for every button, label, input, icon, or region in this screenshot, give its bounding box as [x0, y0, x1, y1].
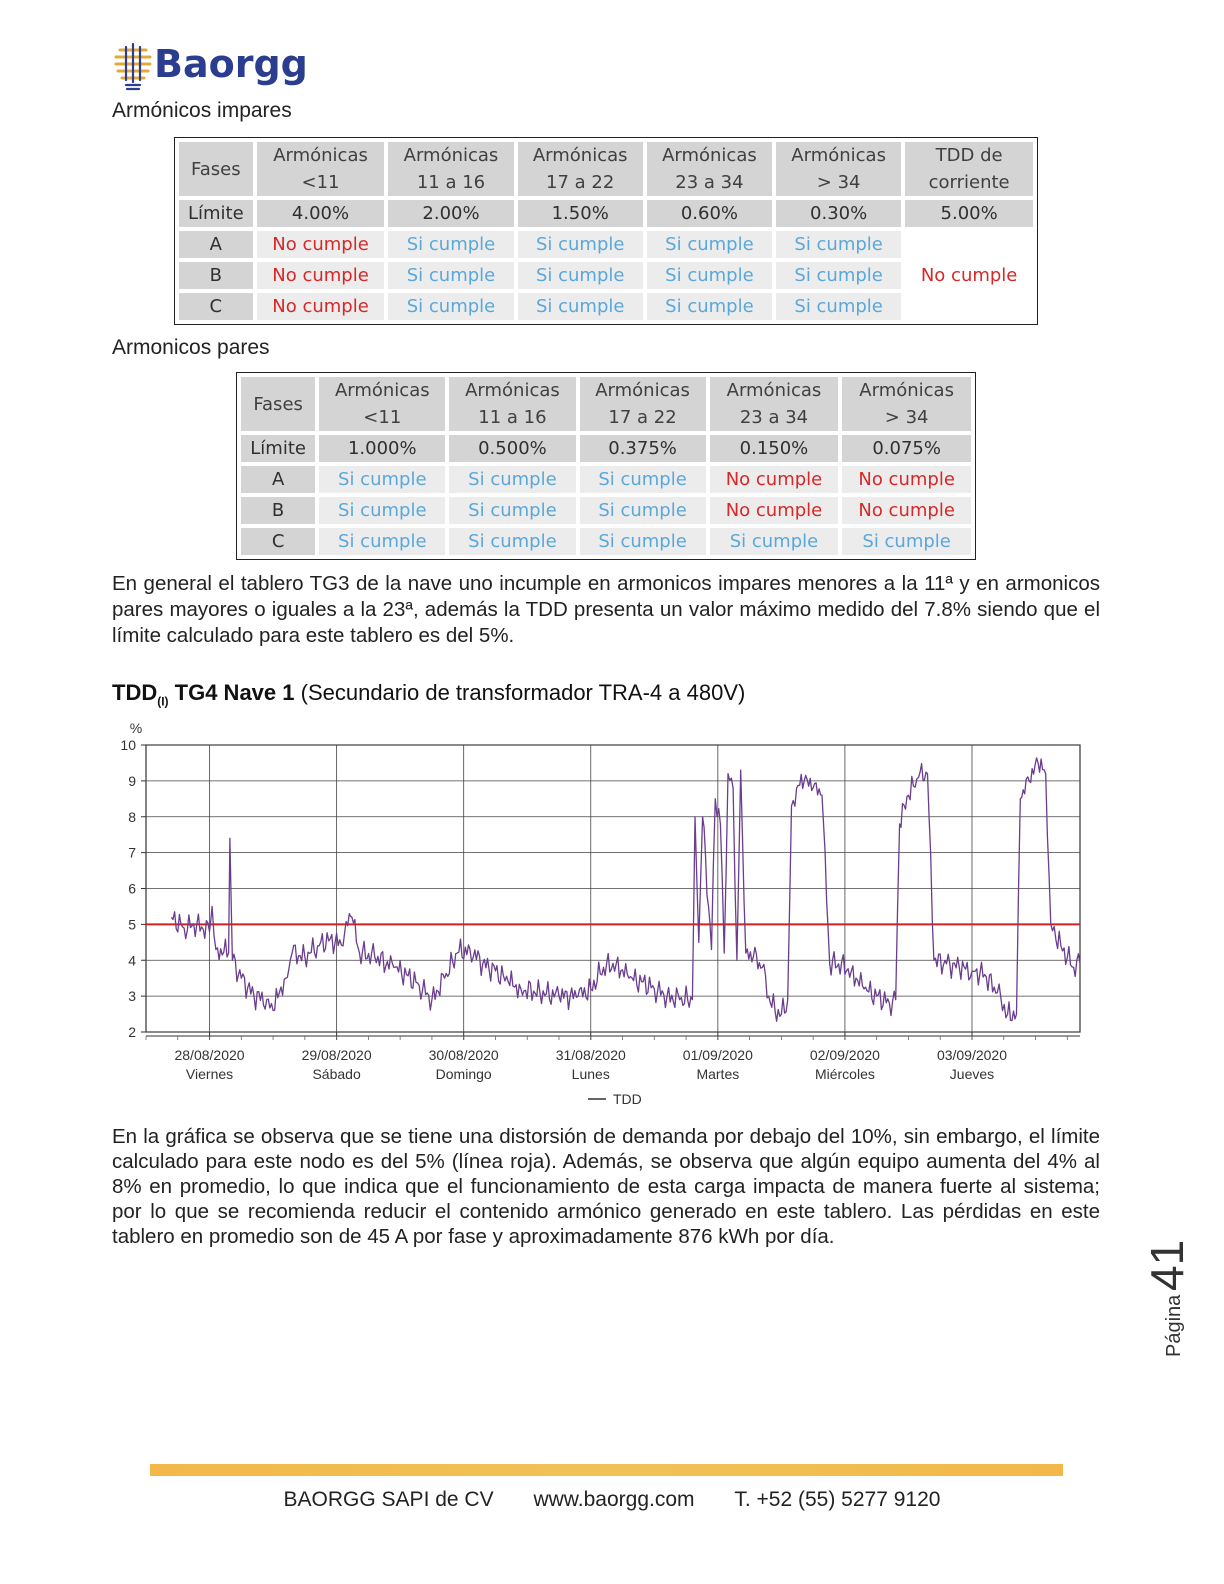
compliance-cell: Si cumple: [388, 231, 513, 258]
footer-website[interactable]: www.baorgg.com: [533, 1488, 695, 1511]
table-row: [241, 497, 971, 524]
limit-cell: 0.075%: [842, 435, 971, 462]
limit-cell: 0.150%: [710, 435, 839, 462]
compliance-cell: Si cumple: [842, 528, 971, 555]
header-line-1: Armónicas: [532, 145, 628, 166]
y-tick-label: 7: [128, 844, 136, 861]
compliance-cell: Si cumple: [449, 528, 575, 555]
x-tick-label-date: 02/09/2020: [809, 1047, 880, 1063]
table-header-cell: [905, 142, 1033, 196]
header-line-2: > 34: [816, 172, 861, 193]
x-tick-label-date: 30/08/2020: [428, 1047, 499, 1063]
phase-cell: C: [179, 293, 253, 320]
header-line-1: Fases: [191, 158, 241, 180]
table-header-row: [241, 377, 971, 431]
table-header-cell: [257, 142, 385, 196]
compliance-cell: Si cumple: [449, 497, 575, 524]
limit-cell: 2.00%: [388, 200, 513, 227]
y-tick-label: 6: [128, 880, 136, 897]
header-line-2: <11: [363, 407, 402, 428]
header-line-2: 11 a 16: [478, 407, 547, 428]
compliance-cell: Si cumple: [319, 466, 445, 493]
compliance-cell: Si cumple: [647, 262, 772, 289]
y-axis-label: %: [129, 720, 143, 736]
y-tick-label: 9: [128, 772, 136, 789]
legend-label: TDD: [613, 1091, 642, 1107]
phase-cell: A: [179, 231, 253, 258]
compliance-cell: Si cumple: [580, 497, 706, 524]
odd-harmonics-table: [174, 137, 1038, 325]
compliance-cell: Si cumple: [776, 231, 901, 258]
limit-cell: 0.375%: [580, 435, 706, 462]
page-label: Página: [1163, 1294, 1185, 1357]
x-tick-label-date: 28/08/2020: [174, 1047, 245, 1063]
compliance-cell: Si cumple: [580, 528, 706, 555]
compliance-cell: No cumple: [842, 497, 971, 524]
header-line-1: Fases: [253, 393, 303, 415]
summary-paragraph: En general el tablero TG3 de la nave uno incumple en armonicos impares menores a la 11ª y en armonicos pares mayores o iguales a la 23ª, además la TDD presenta un valor máximo medido del 7.8% siendo que el límite calculado para este tablero es del 5%.: [112, 572, 1100, 647]
header-line-2: 23 a 34: [675, 172, 744, 193]
limit-cell: 1.000%: [319, 435, 445, 462]
compliance-cell: Si cumple: [319, 528, 445, 555]
y-tick-label: 3: [128, 988, 136, 1005]
compliance-cell: Si cumple: [710, 528, 839, 555]
page-number-value: 41: [1141, 1239, 1193, 1291]
table-row: [241, 466, 971, 493]
compliance-cell: Si cumple: [647, 231, 772, 258]
x-tick-label-day: Martes: [696, 1066, 740, 1082]
compliance-cell: Si cumple: [518, 293, 643, 320]
brand-name: Baorgg: [154, 42, 308, 86]
compliance-cell: No cumple: [842, 466, 971, 493]
header-line-2: 23 a 34: [739, 407, 809, 428]
header-line-1: TDD de: [935, 145, 1003, 166]
y-tick-label: 10: [120, 737, 136, 753]
phase-cell: A: [241, 466, 315, 493]
table-header-cell: [179, 142, 253, 196]
table-header-cell: [776, 142, 901, 196]
compliance-cell: Si cumple: [388, 262, 513, 289]
compliance-cell: No cumple: [257, 231, 385, 258]
chart-title-bold: TG4 Nave 1: [168, 680, 295, 705]
header-line-1: Armónicas: [595, 380, 690, 401]
header-line-1: Armónicas: [662, 145, 757, 166]
x-tick-label-day: Jueves: [949, 1066, 995, 1082]
header-line-2: > 34: [884, 407, 929, 428]
tdd-result-cell: No cumple: [905, 231, 1033, 320]
compliance-cell: No cumple: [710, 497, 839, 524]
compliance-cell: No cumple: [257, 293, 385, 320]
compliance-cell: Si cumple: [518, 231, 643, 258]
header-line-1: Armónicas: [791, 145, 886, 166]
table-row: [241, 528, 971, 555]
header-line-1: Armónicas: [465, 380, 560, 401]
x-tick-label-date: 03/09/2020: [936, 1047, 1008, 1063]
x-tick-label-date: 31/08/2020: [555, 1047, 626, 1063]
header-line-2: 17 a 22: [608, 407, 677, 428]
page-number: [1141, 1239, 1193, 1362]
table-header-cell: [580, 377, 706, 431]
header-line-1: Armónicas: [403, 145, 499, 166]
footer-bar: [150, 1464, 1063, 1476]
limit-cell: 1.50%: [518, 200, 643, 227]
x-tick-label-day: Viernes: [185, 1066, 234, 1082]
limit-cell: 4.00%: [257, 200, 385, 227]
compliance-cell: Si cumple: [518, 262, 643, 289]
limit-cell: 0.500%: [449, 435, 575, 462]
chart-title-sub: (I): [157, 694, 169, 709]
even-harmonics-title: Armonicos pares: [112, 336, 270, 359]
limit-row: [179, 200, 1033, 227]
brand-logo: [112, 38, 312, 94]
limit-row: [241, 435, 971, 462]
table-header-cell: [388, 142, 513, 196]
x-tick-label-date: 01/09/2020: [682, 1047, 753, 1063]
x-tick-label-day: Domingo: [435, 1066, 492, 1082]
chart-title-prefix: TDD: [112, 680, 158, 705]
phase-cell: C: [241, 528, 315, 555]
limit-cell: 5.00%: [905, 200, 1033, 227]
table-header-cell: [710, 377, 839, 431]
y-tick-label: 4: [128, 952, 136, 969]
header-line-2: 11 a 16: [416, 172, 486, 193]
header-line-2: corriente: [928, 172, 1010, 193]
table-row: [179, 231, 1033, 258]
compliance-cell: Si cumple: [319, 497, 445, 524]
compliance-cell: Si cumple: [776, 293, 901, 320]
footer: [0, 1488, 1224, 1512]
footer-phone: T. +52 (55) 5277 9120: [734, 1488, 941, 1511]
compliance-cell: Si cumple: [580, 466, 706, 493]
x-tick-label-day: Miércoles: [814, 1066, 875, 1082]
compliance-cell: No cumple: [710, 466, 839, 493]
chart-title: [112, 680, 745, 708]
table-header-cell: [842, 377, 971, 431]
compliance-cell: Si cumple: [449, 466, 575, 493]
limit-label: Límite: [179, 200, 253, 227]
table-header-cell: [449, 377, 575, 431]
compliance-cell: Si cumple: [647, 293, 772, 320]
header-line-1: Armónicas: [726, 380, 822, 401]
header-line-1: Armónicas: [273, 145, 368, 166]
footer-company: BAORGG SAPI de CV: [283, 1488, 494, 1511]
limit-cell: 0.60%: [647, 200, 772, 227]
x-tick-label-day: Lunes: [571, 1066, 610, 1082]
header-line-1: Armónicas: [859, 380, 954, 401]
table-header-cell: [241, 377, 315, 431]
x-tick-label-date: 29/08/2020: [301, 1047, 372, 1063]
limit-label: Límite: [241, 435, 315, 462]
compliance-cell: Si cumple: [776, 262, 901, 289]
y-tick-label: 2: [128, 1024, 136, 1040]
phase-cell: B: [241, 497, 315, 524]
x-tick-label-day: Sábado: [312, 1066, 361, 1082]
header-line-2: 17 a 22: [546, 172, 615, 193]
table-header-cell: [319, 377, 445, 431]
header-line-1: Armónicas: [334, 380, 430, 401]
chart-title-normal: (Secundario de transformador TRA-4 a 480V): [294, 680, 746, 705]
lightbulb-icon: [112, 38, 154, 94]
tdd-line-chart: [100, 715, 1100, 1115]
compliance-cell: Si cumple: [388, 293, 513, 320]
y-tick-label: 8: [128, 808, 136, 825]
even-harmonics-table: [236, 372, 976, 560]
odd-harmonics-title: Armónicos impares: [112, 99, 292, 122]
analysis-paragraph: En la gráfica se observa que se tiene una distorsión de demanda por debajo del 10%, sin embargo, el límite calculado para este nodo es del 5% (línea roja). Además, se observa que algún equipo aumenta del 4% al 8% en promedio, lo que indica que el funcionamiento de esta carga impacta de manera fuerte al sistema; por lo que se recomienda reducir el contenido armónico generado en este tablero. Las pérdidas en este tablero en promedio son de 45 A por fase y aproximadamente 876 kWh por día.: [112, 1125, 1100, 1248]
table-header-row: [179, 142, 1033, 196]
limit-cell: 0.30%: [776, 200, 901, 227]
phase-cell: B: [179, 262, 253, 289]
table-header-cell: [647, 142, 772, 196]
table-header-cell: [518, 142, 643, 196]
y-tick-label: 5: [128, 916, 136, 933]
compliance-cell: No cumple: [257, 262, 385, 289]
header-line-2: <11: [301, 172, 340, 193]
